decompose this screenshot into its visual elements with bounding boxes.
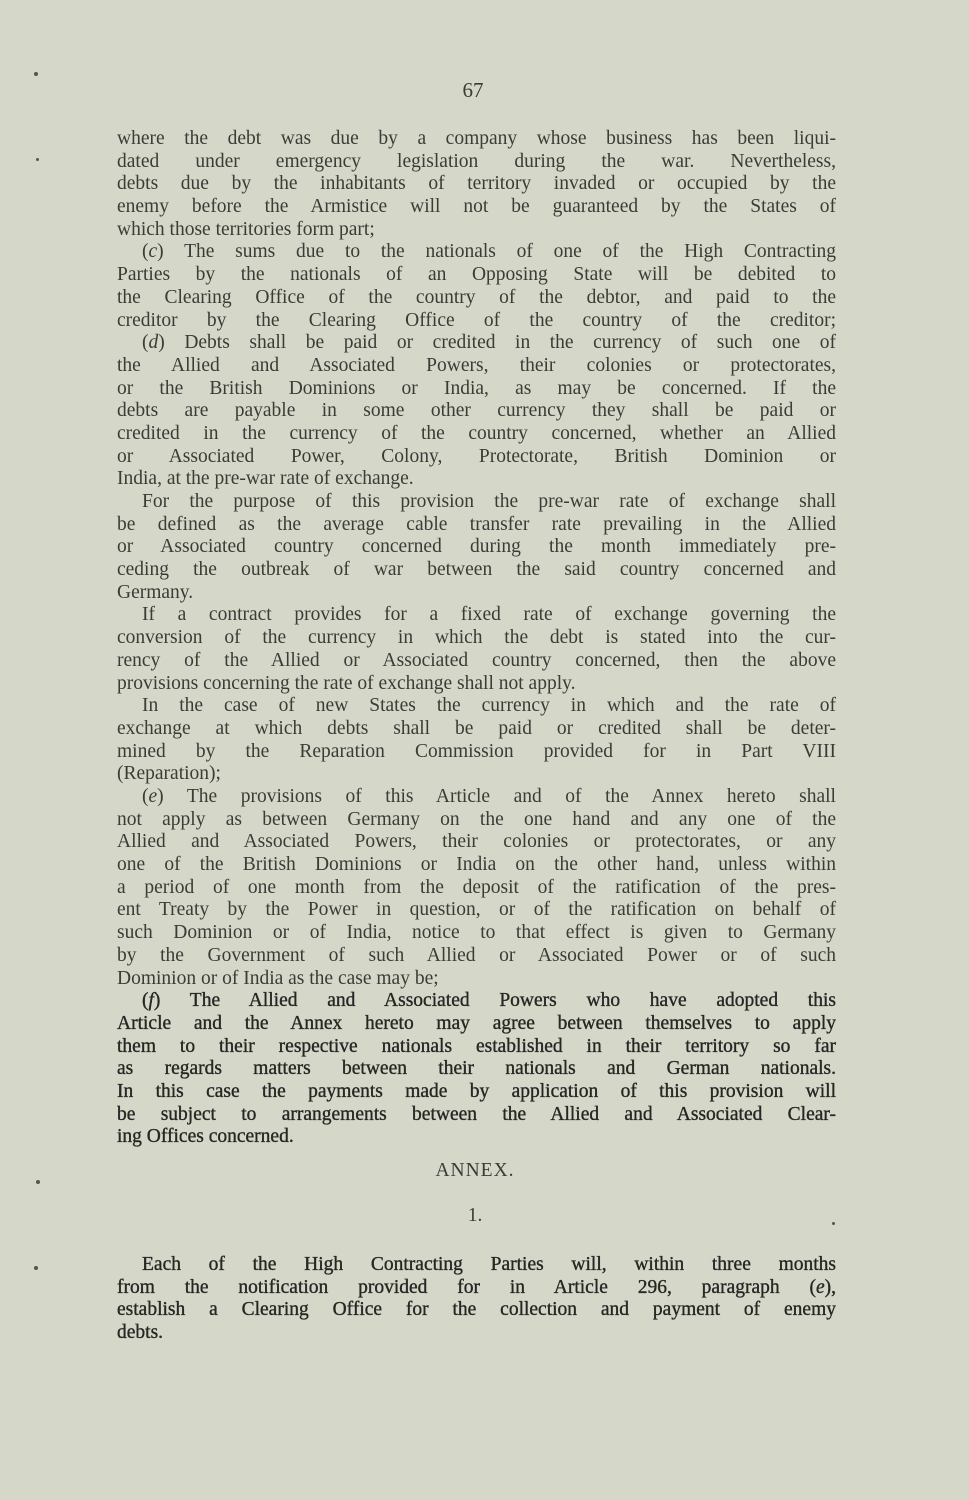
text-line: such Dominion or of India, notice to that effect is given to Germany (117, 922, 836, 944)
paragraph-c-start: (c) The sums due to the nationals of one of the High Contracting (142, 241, 836, 263)
text-line: them to their respective nationals established in their territory so far (117, 1035, 836, 1057)
text-line: establish a Clearing Office for the collection and payment of enemy (117, 1299, 836, 1321)
page-number: 67 (462, 78, 484, 102)
text-line: Dominion or of India as the case may be; (117, 967, 439, 989)
text-line: India, at the pre-war rate of exchange. (117, 468, 414, 490)
text-line: be subject to arrangements between the Allied and Associated Clear- (117, 1103, 836, 1125)
marker-e: e (148, 786, 158, 808)
marker-f: f (148, 990, 154, 1012)
text-line: one of the British Dominions or India on the other hand, unless within (117, 854, 836, 876)
text-line: where the debt was due by a company whose business has been liqui- (117, 128, 836, 149)
text-line: conversion of the currency in which the debt is stated into the cur- (117, 627, 836, 649)
text-line: ent Treaty by the Power in question, or of the ratification on behalf of (117, 899, 836, 921)
scan-speck (36, 1180, 40, 1184)
text-line: credited in the currency of the country concerned, whether an Allied (117, 422, 836, 444)
annex-heading: ANNEX. (435, 1160, 515, 1181)
text-line: The sums due to the nationals of one of the High Contracting (184, 241, 836, 263)
text-line: or Associated country concerned during the month immediately pre- (117, 536, 836, 558)
text-line: or the British Dominions or India, as may be concerned. If the (117, 377, 836, 399)
annex-section-number: 1. (467, 1205, 483, 1226)
text-line: rency of the Allied or Associated country concerned, then the above (117, 649, 836, 671)
text-line: be defined as the average cable transfer rate prevailing in the Allied (117, 513, 836, 535)
scan-speck (34, 1266, 38, 1270)
text-line: debts are payable in some other currency they shall be paid or (117, 400, 836, 422)
text-line: Germany. (117, 581, 194, 603)
text-line: In this case the payments made by application of this provision will (117, 1080, 836, 1102)
text-line: debts. (117, 1322, 164, 1344)
text-line: or Associated Power, Colony, Protectorate, British Dominion or (117, 445, 836, 467)
text-line: exchange at which debts shall be paid or credited shall be deter- (117, 717, 836, 739)
text-line: Parties by the nationals of an Opposing State will be debited to (117, 264, 836, 286)
text-line: In the case of new States the currency in which and the rate of (142, 695, 836, 717)
text-line: provisions concerning the rate of exchange shall not apply. (117, 672, 576, 694)
text-line: as regards matters between their nationals and German nationals. (117, 1058, 836, 1080)
text-line: ceding the outbreak of war between the said country concerned and (117, 559, 836, 581)
paragraph-f-start: (f) The Allied and Associated Powers who have adopted this (142, 990, 836, 1012)
marker-e: e (815, 1276, 825, 1298)
marker-d: d (148, 332, 159, 354)
text-line: For the purpose of this provision the pre-war rate of exchange shall (142, 491, 836, 513)
text-line: the Allied and Associated Powers, their colonies or protectorates, (117, 354, 836, 376)
text-line: If a contract provides for a fixed rate of exchange governing the (142, 604, 836, 626)
text-line: by the Government of such Allied or Associated Power or of such (117, 944, 836, 966)
text-line: Debts shall be paid or credited in the currency of such one of (184, 332, 836, 354)
scan-speck (34, 72, 38, 76)
scan-speck (36, 158, 39, 161)
paragraph-e-start: (e) The provisions of this Article and of the Annex hereto shall (142, 786, 836, 808)
text-line: not apply as between Germany on the one hand and any one of the (117, 808, 836, 830)
text-line: mined by the Reparation Commission provided for in Part VIII (117, 740, 836, 762)
paragraph-d-start: (d) Debts shall be paid or credited in the currency of such one of (142, 332, 836, 354)
text-line: from the notification provided for in Article 296, paragraph (e), (117, 1276, 836, 1298)
text-line: Each of the High Contracting Parties will, within three months (142, 1254, 836, 1275)
text-line: Article and the Annex hereto may agree between themselves to apply (117, 1012, 836, 1034)
text-line: debts due by the inhabitants of territory invaded or occupied by the (117, 173, 836, 195)
text-line: Allied and Associated Powers, their colonies or protectorates, or any (117, 831, 836, 853)
text-line: a period of one month from the deposit of the ratification of the pres- (117, 876, 836, 898)
text-line: which those territories form part; (117, 218, 375, 240)
text-line: The provisions of this Article and of the Annex hereto shall (186, 786, 836, 808)
text-line: (Reparation); (117, 763, 221, 785)
text-line: creditor by the Clearing Office of the country of the creditor; (117, 309, 836, 331)
text-line: dated under emergency legislation during the war. Nevertheless, (117, 150, 836, 172)
text-line: the Clearing Office of the country of the debtor, and paid to the (117, 286, 836, 308)
marker-c: c (148, 241, 158, 263)
text-segment: ), (824, 1276, 836, 1298)
text-line: enemy before the Armistice will not be guaranteed by the States of (117, 196, 836, 218)
article-body (117, 128, 836, 1149)
scan-speck (832, 1222, 835, 1225)
text-line: The Allied and Associated Powers who have adopted this (189, 990, 836, 1012)
text-line: ing Offices concerned. (117, 1126, 294, 1148)
annex-paragraph-1 (117, 1254, 836, 1345)
text-segment: from the notification provided for in Article 296, paragraph (117, 1276, 780, 1298)
